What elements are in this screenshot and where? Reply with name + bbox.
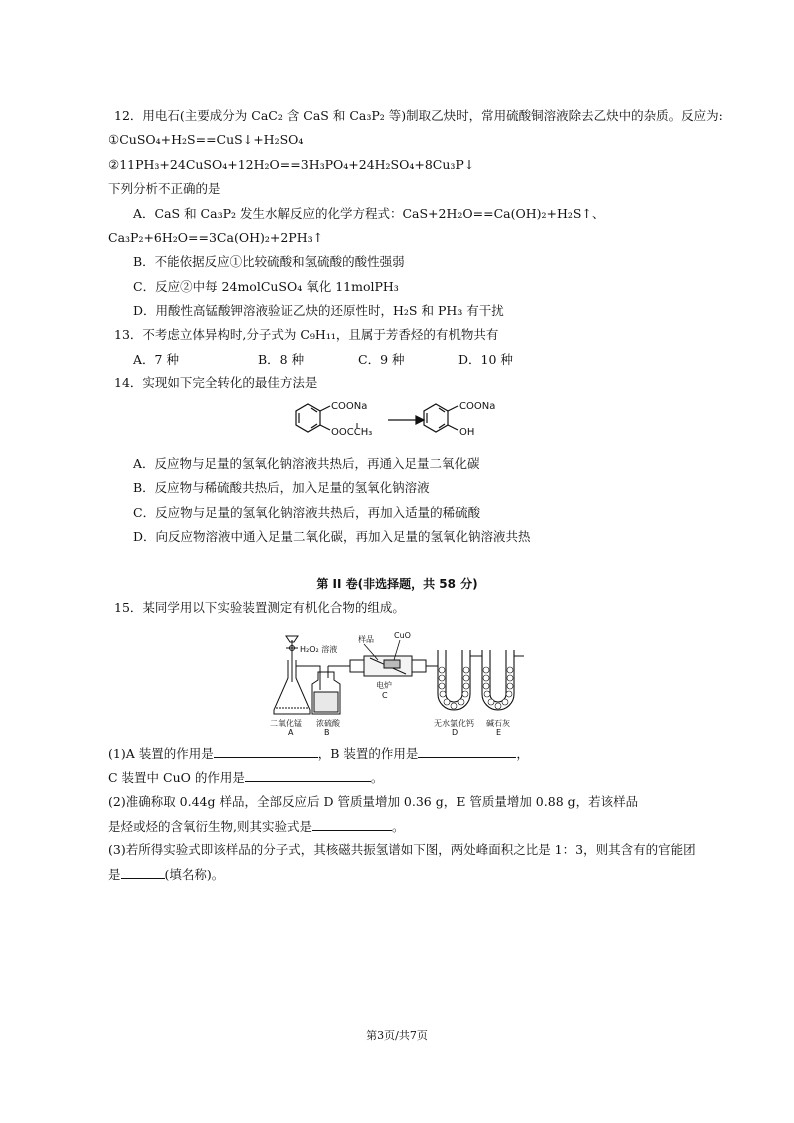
q14-option-d: D．向反应物溶液中通入足量二氧化碳，再加入足量的氢氧化钠溶液共热 bbox=[133, 529, 531, 544]
left-ester-label: OOCCH₃ bbox=[331, 427, 373, 438]
q14-option-a: A．反应物与足量的氢氧化钠溶液共热后，再通入足量二氧化碳 bbox=[133, 456, 480, 471]
answer-blank-functional-group[interactable] bbox=[121, 866, 165, 879]
q12-option-a-line2: Ca₃P₂+6H₂O==3Ca(OH)₂+2PH₃↑ bbox=[108, 230, 324, 245]
bottle-b bbox=[312, 666, 350, 714]
right-oh-label: OH bbox=[459, 427, 475, 438]
q12-stem: 12．用电石(主要成分为 CaC₂ 含 CaS 和 Ca₃P₂ 等)制取乙炔时，常用硫酸铜溶液除去乙炔中的杂质。反应为: bbox=[114, 108, 723, 123]
q15-part1-period: 。 bbox=[370, 770, 384, 785]
q13-stem: 13．不考虑立体异构时,分子式为 C₉H₁₁，且属于芳香烃的有机物共有 bbox=[114, 327, 499, 342]
q12-option-a-line1: A．CaS 和 Ca₃P₂ 发生水解反应的化学方程式：CaS+2H₂O==Ca(OH)₂+H₂S↑、 bbox=[133, 206, 605, 221]
q15-part3-line1: (3)若所得实验式即该样品的分子式，其核磁共振氢谱如下图，两处峰面积之比是 1：3，则其含有的官能团 bbox=[108, 842, 696, 857]
q12-option-b: B．不能依据反应①比较硫酸和氢硫酸的酸性强弱 bbox=[133, 254, 405, 269]
label-e: E bbox=[496, 728, 502, 736]
answer-blank-a-purpose[interactable] bbox=[214, 745, 318, 758]
q12-prompt: 下列分析不正确的是 bbox=[108, 181, 221, 196]
label-a: A bbox=[288, 728, 294, 736]
q15-part2-line1: (2)准确称取 0.44g 样品，全部反应后 D 管质量增加 0.36 g，E 管质量增加 0.88 g，若该样品 bbox=[108, 794, 639, 809]
benzene-ring-right bbox=[424, 404, 458, 432]
sample-label: 样品 bbox=[358, 635, 374, 644]
label-e-name: 碱石灰 bbox=[486, 719, 510, 728]
answer-blank-b-purpose[interactable] bbox=[418, 745, 516, 758]
right-coona-label: COONa bbox=[459, 401, 496, 412]
h2o2-label: H₂O₂ 溶液 bbox=[300, 645, 338, 654]
q14-stem: 14．实现如下完全转化的最佳方法是 bbox=[114, 375, 318, 390]
q12-reaction-2: ②11PH₃+24CuSO₄+12H₂O==3H₃PO₄+24H₂SO₄+8Cu₃P↓ bbox=[108, 157, 475, 172]
q15-stem: 15．某同学用以下实验装置测定有机化合物的组成。 bbox=[114, 600, 405, 615]
q15-part2-text: 是烃或烃的含氧衍生物,则其实验式是 bbox=[108, 819, 312, 834]
reaction-scheme bbox=[290, 394, 510, 450]
reaction-arrow bbox=[388, 416, 424, 424]
q15-part2-period: 。 bbox=[391, 819, 405, 834]
page-footer: 第3页/共7页 bbox=[366, 1029, 428, 1042]
q15-part1-comma: ， bbox=[516, 746, 529, 761]
q12-option-c: C．反应②中每 24molCuSO₄ 氧化 11molPH₃ bbox=[133, 279, 399, 294]
section-title: 第 II 卷(非选择题，共 58 分) bbox=[316, 577, 478, 591]
q15-part1-a-text: (1)A 装置的作用是 bbox=[108, 746, 214, 761]
label-a-name: 二氧化锰 bbox=[270, 719, 302, 728]
q15-part1-line1 bbox=[108, 745, 529, 762]
q12-option-d: D．用酸性高锰酸钾溶液验证乙炔的还原性时，H₂S 和 PH₃ 有干扰 bbox=[133, 303, 504, 318]
q15-part1-line2 bbox=[108, 769, 383, 786]
u-tube-e-packing bbox=[483, 667, 513, 709]
q15-part1-b-text: ，B 装置的作用是 bbox=[317, 746, 419, 761]
q15-part3-line2 bbox=[108, 866, 224, 883]
q15-part3-text: 是 bbox=[108, 867, 121, 882]
u-tube-d-packing bbox=[439, 667, 469, 709]
label-d: D bbox=[452, 728, 459, 736]
q15-part1-c-text: C 装置中 CuO 的作用是 bbox=[108, 770, 245, 785]
answer-blank-cuo-role[interactable] bbox=[245, 769, 371, 782]
benzene-ring-left bbox=[296, 404, 330, 432]
q15-part3-tail: (填名称)。 bbox=[164, 867, 225, 882]
label-b: B bbox=[324, 728, 330, 736]
q13-option-b: B．8 种 bbox=[258, 352, 305, 367]
label-d-name: 无水氯化钙 bbox=[434, 719, 474, 728]
label-c: C bbox=[382, 691, 388, 700]
answer-blank-empirical-formula[interactable] bbox=[312, 818, 392, 831]
q14-option-b: B．反应物与稀硫酸共热后，加入足量的氢氧化钠溶液 bbox=[133, 480, 430, 495]
q14-option-c: C．反应物与足量的氢氧化钠溶液共热后，再加入适量的稀硫酸 bbox=[133, 505, 481, 520]
q13-option-d: D．10 种 bbox=[458, 352, 513, 367]
furnace-label: 电炉 bbox=[376, 681, 392, 690]
q13-option-a: A．7 种 bbox=[133, 352, 179, 367]
left-coona-label: COONa bbox=[331, 401, 368, 412]
q15-part2-line2 bbox=[108, 818, 405, 835]
q12-reaction-1: ①CuSO₄+H₂S==CuS↓+H₂SO₄ bbox=[108, 132, 304, 147]
cuo-label: CuO bbox=[394, 631, 411, 640]
q13-option-c: C．9 种 bbox=[358, 352, 405, 367]
label-b-name: 浓硫酸 bbox=[316, 719, 340, 728]
experiment-apparatus bbox=[266, 622, 532, 736]
